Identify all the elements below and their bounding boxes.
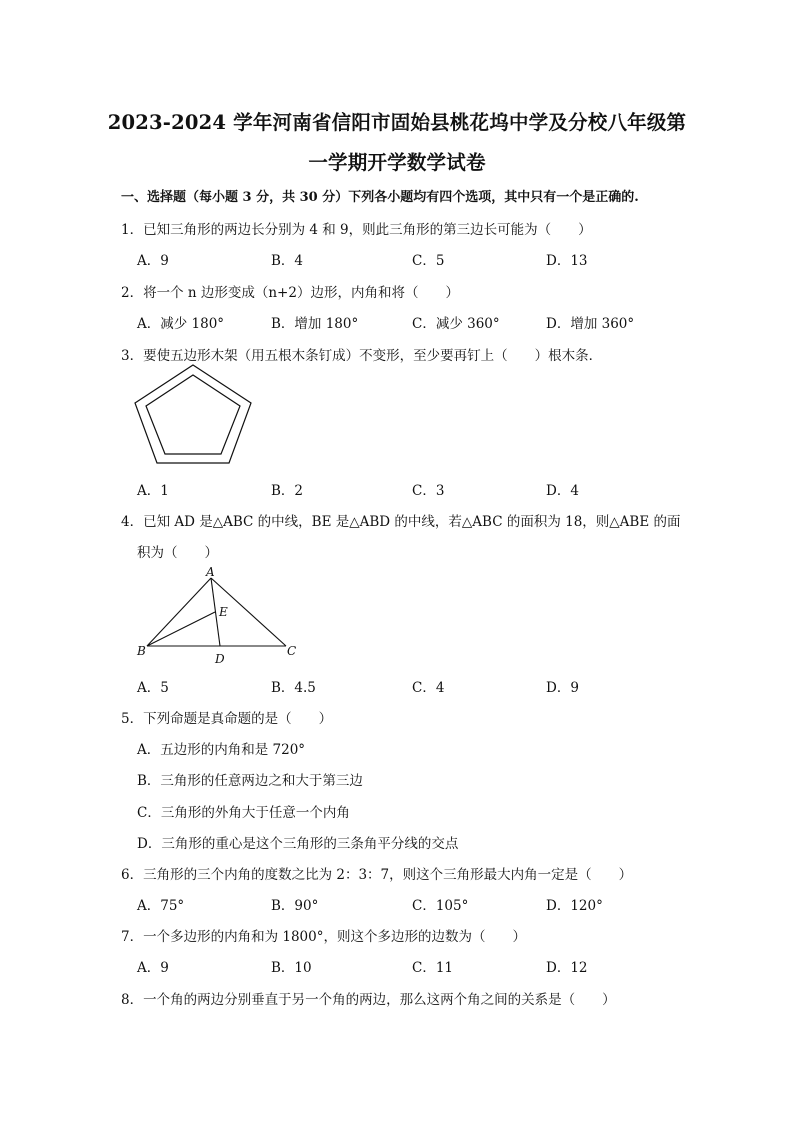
q5-option-c: C．三角形的外角大于任意一个内角 [137,805,350,821]
triangle-figure [132,564,302,670]
question-4-stem: 4．已知 AD 是△ABC 的中线，BE 是△ABD 的中线，若△ABC 的面积为 18，则△ABE 的面 [121,514,681,530]
q3-option-d: D．4 [546,483,579,499]
label-d: D [215,652,225,666]
question-3-stem: 3．要使五边形木架（用五根木条钉成）不变形，至少要再钉上（ ）根木条． [121,348,603,364]
q5-option-d: D．三角形的重心是这个三角形的三条角平分线的交点 [137,836,459,852]
q5-option-a: A．五边形的内角和是 720° [137,742,306,758]
q1-option-c: C．5 [412,253,445,269]
q7-option-c: C．11 [412,960,454,976]
exam-title-line1: 2023-2024 学年河南省信阳市固始县桃花坞中学及分校八年级第 [107,111,687,134]
q4-option-c: C．4 [412,680,445,696]
q6-option-b: B．90° [271,898,319,914]
section-heading: 一、选择题（每小题 3 分，共 30 分）下列各小题均有四个选项，其中只有一个是正确的. [121,190,639,205]
question-6-stem: 6．三角形的三个内角的度数之比为 2：3：7，则这个三角形最大内角一定是（ ） [121,867,633,883]
q2-option-c: C．减少 360° [412,316,500,332]
label-c: C [287,644,297,658]
q6-option-c: C．105° [412,898,469,914]
q6-option-a: A．75° [137,898,185,914]
question-7-stem: 7．一个多边形的内角和为 1800°，则这个多边形的边数为（ ） [121,929,526,945]
q6-option-d: D．120° [546,898,603,914]
q4-option-d: D．9 [546,680,579,696]
label-b: B [137,644,146,658]
q4-option-a: A．5 [137,680,169,696]
question-1-stem: 1．已知三角形的两边长分别为 4 和 9，则此三角形的第三边长可能为（ ） [121,222,592,238]
q2-option-b: B．增加 180° [271,316,359,332]
question-4-stem-cont: 积为（ ） [137,545,218,561]
q7-option-d: D．12 [546,960,588,976]
exam-title-line2: 一学期开学数学试卷 [308,151,486,174]
q1-option-b: B．4 [271,253,304,269]
label-a: A [206,565,215,579]
q2-option-a: A．减少 180° [137,316,225,332]
q5-option-b: B．三角形的任意两边之和大于第三边 [137,773,363,789]
label-e: E [219,605,228,619]
question-8-stem: 8．一个角的两边分别垂直于另一个角的两边，那么这两个角之间的关系是（ ） [121,992,616,1008]
q2-option-d: D．增加 360° [546,316,635,332]
pentagon-frame-figure [132,362,254,466]
q3-option-a: A．1 [137,483,169,499]
q3-option-b: B．2 [271,483,304,499]
question-2-stem: 2．将一个 n 边形变成（n+2）边形，内角和将（ ） [121,285,459,301]
q4-option-b: B．4.5 [271,680,316,696]
q7-option-b: B．10 [271,960,312,976]
q7-option-a: A．9 [137,960,169,976]
q1-option-a: A．9 [137,253,169,269]
q3-option-c: C．3 [412,483,445,499]
q1-option-d: D．13 [546,253,588,269]
question-5-stem: 5．下列命题是真命题的是（ ） [121,711,333,727]
